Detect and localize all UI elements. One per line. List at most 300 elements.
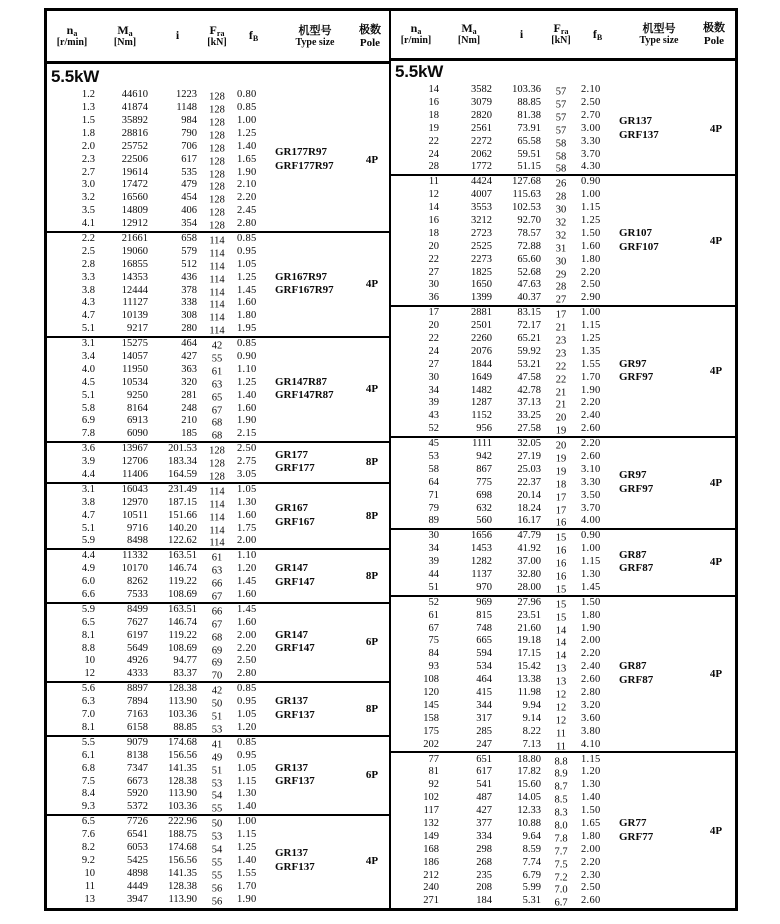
ma-value: 7726: [127, 816, 148, 828]
i-value: 231.49: [168, 483, 197, 495]
fra-value: 15: [555, 599, 567, 611]
i-value: 42.78: [517, 384, 541, 396]
pole-label: 4P: [365, 383, 379, 396]
na-value: 18: [428, 109, 439, 121]
table-row: [47, 855, 275, 868]
na-value: 16: [428, 214, 439, 226]
fra-value: 128: [209, 207, 225, 219]
fb-value: 2.00: [237, 629, 257, 641]
fb-value: 1.60: [581, 240, 601, 252]
spec-rows: [391, 597, 619, 752]
ma-value: 970: [476, 581, 492, 593]
fra-value: 68: [211, 632, 223, 644]
fb-value: 2.00: [581, 843, 601, 855]
header-type: [275, 24, 355, 49]
fb-value: 2.20: [237, 192, 257, 204]
na-value: 8.1: [81, 629, 95, 641]
header-type-unit: Type size: [295, 37, 335, 49]
i-value: 53.21: [517, 358, 541, 370]
header-type-unit: Type size: [639, 35, 679, 47]
na-value: 6.3: [81, 696, 95, 708]
fb-value: 1.30: [237, 496, 257, 508]
ma-value: 19060: [121, 245, 148, 257]
fra-value: 114: [209, 486, 225, 498]
na-value: 4.4: [81, 550, 95, 562]
na-value: 4.9: [81, 563, 95, 575]
ma-value: 7163: [127, 709, 148, 721]
type-size-line: GRF77: [619, 830, 654, 843]
fb-value: 2.30: [581, 869, 601, 881]
na-value: 4.0: [81, 363, 95, 375]
fb-value: 1.60: [237, 402, 257, 414]
i-value: 78.57: [517, 227, 541, 239]
pole-label: 4P: [709, 234, 723, 247]
fra-value: 21: [555, 387, 567, 399]
i-value: 10.88: [517, 817, 541, 829]
na-value: 3.6: [81, 443, 95, 455]
fb-value: 2.60: [581, 674, 601, 686]
fra-value: 15: [555, 612, 567, 624]
na-value: 10: [84, 655, 95, 667]
i-value: 163.51: [168, 550, 197, 562]
na-value: 6.1: [81, 749, 95, 761]
fra-value: 29: [555, 269, 567, 281]
na-value: 12: [428, 189, 439, 201]
table-row: [391, 333, 619, 346]
ma-value: 8164: [127, 402, 148, 414]
i-value: 25.03: [517, 463, 541, 475]
i-value: 512: [181, 258, 197, 270]
fra-value: 32: [555, 230, 567, 242]
na-value: 1.2: [81, 89, 95, 101]
na-value: 58: [428, 463, 439, 475]
ma-value: 235: [476, 869, 492, 881]
fb-value: 1.15: [581, 202, 601, 214]
header-ma-symbol: Ma: [117, 22, 133, 38]
fb-value: 1.15: [581, 556, 601, 568]
fra-value: 114: [209, 287, 225, 299]
table-row: [47, 128, 275, 141]
table-row: [47, 297, 275, 310]
table-row: [47, 141, 275, 154]
na-value: 5.5: [81, 736, 95, 748]
fb-value: 3.20: [581, 699, 601, 711]
ma-value: 651: [476, 753, 492, 765]
na-value: 75: [428, 635, 439, 647]
i-value: 8.22: [522, 725, 541, 737]
fb-value: 2.50: [581, 279, 601, 291]
na-value: 3.3: [81, 271, 95, 283]
table-row: [391, 410, 619, 423]
spec-block: [391, 595, 735, 752]
ma-value: 2501: [471, 320, 492, 332]
na-value: 11: [84, 880, 95, 892]
i-value: 7.13: [522, 738, 541, 750]
fb-value: 1.05: [237, 762, 257, 774]
i-value: 706: [181, 140, 197, 152]
fb-value: 1.05: [237, 709, 257, 721]
fra-value: 7.5: [554, 859, 568, 871]
table-row: [47, 284, 275, 297]
na-value: 52: [428, 596, 439, 608]
ma-value: 17472: [121, 179, 148, 191]
ma-value: 44610: [121, 89, 148, 101]
pole-label: 6P: [365, 636, 379, 649]
spec-rows: [47, 604, 275, 681]
table-row: [47, 880, 275, 893]
ma-value: 13967: [121, 443, 148, 455]
fb-value: 1.45: [237, 603, 257, 615]
i-value: 185: [181, 428, 197, 440]
header-na: [47, 24, 97, 49]
fb-value: 1.00: [581, 543, 601, 555]
ma-value: 6053: [127, 841, 148, 853]
pole-label: 4P: [709, 477, 723, 490]
pole-label: 8P: [365, 569, 379, 582]
na-value: 212: [423, 869, 439, 881]
ma-value: 7347: [127, 762, 148, 774]
ma-value: 8498: [127, 535, 148, 547]
na-value: 6.9: [81, 415, 95, 427]
spec-block: [47, 735, 389, 814]
fb-value: 3.80: [581, 725, 601, 737]
fb-value: 4.00: [581, 515, 601, 527]
table-row: [391, 320, 619, 333]
i-value: 141.35: [168, 867, 197, 879]
table-row: [391, 779, 619, 792]
fb-value: 1.25: [237, 841, 257, 853]
na-value: 9.2: [81, 854, 95, 866]
fb-value: 1.00: [581, 307, 601, 319]
na-value: 77: [428, 753, 439, 765]
header-na-unit: [r/min]: [56, 37, 88, 49]
table-row: [391, 202, 619, 215]
spec-rows: [391, 176, 619, 305]
ma-value: 25752: [121, 140, 148, 152]
ma-value: 14809: [121, 205, 148, 217]
fb-value: 1.60: [237, 297, 257, 309]
i-value: 18.24: [517, 502, 541, 514]
fra-value: 12: [555, 702, 567, 714]
ma-value: 487: [476, 792, 492, 804]
fb-value: 2.70: [581, 109, 601, 121]
type-size-label: [275, 737, 355, 814]
na-value: 6.8: [81, 762, 95, 774]
ma-value: 560: [476, 515, 492, 527]
table-row: [391, 882, 619, 895]
fra-value: 30: [555, 256, 567, 268]
fb-value: 2.15: [237, 428, 257, 440]
fra-value: 15: [555, 532, 567, 544]
na-value: 5.6: [81, 683, 95, 695]
table-row: [391, 661, 619, 674]
ma-value: 775: [476, 476, 492, 488]
ma-value: 11127: [122, 297, 148, 309]
fra-value: 69: [211, 645, 223, 657]
table-row: [47, 179, 275, 192]
fb-value: 1.40: [581, 792, 601, 804]
fra-value: 63: [211, 379, 223, 391]
fb-value: 2.20: [581, 397, 601, 409]
fra-value: 26: [555, 178, 567, 190]
ma-value: 247: [476, 738, 492, 750]
fb-value: 1.25: [237, 271, 257, 283]
ma-value: 334: [476, 830, 492, 842]
na-value: 2.0: [81, 140, 95, 152]
ma-value: 665: [476, 635, 492, 647]
pole-label: 8P: [365, 702, 379, 715]
ma-value: 2062: [471, 148, 492, 160]
type-size-label: [275, 550, 355, 602]
i-value: 37.13: [517, 397, 541, 409]
table-row: [47, 389, 275, 402]
na-value: 14: [428, 202, 439, 214]
type-size-label: [619, 597, 699, 752]
i-value: 92.70: [517, 214, 541, 226]
ma-value: 1137: [471, 569, 492, 581]
fb-value: 1.30: [581, 779, 601, 791]
table-row: [391, 490, 619, 503]
i-value: 113.90: [168, 893, 197, 905]
ma-value: 344: [476, 699, 492, 711]
table-body-right: [391, 84, 735, 908]
na-value: 175: [423, 725, 439, 737]
type-size-line: GRF147R87: [275, 389, 334, 402]
table-row: [47, 89, 275, 102]
header-fb: [232, 29, 275, 42]
na-value: 17: [428, 307, 439, 319]
ma-value: 9079: [127, 736, 148, 748]
fra-value: 31: [555, 243, 567, 255]
table-row: [47, 428, 275, 441]
na-value: 79: [428, 502, 439, 514]
table-row: [391, 161, 619, 174]
na-value: 45: [428, 438, 439, 450]
fra-value: 19: [555, 466, 567, 478]
fra-value: 53: [211, 831, 223, 843]
header-na-unit: [r/min]: [400, 35, 432, 47]
na-value: 36: [428, 292, 439, 304]
fb-value: 1.45: [581, 581, 601, 593]
table-row: [47, 655, 275, 668]
table-row: [47, 589, 275, 602]
ma-value: 8499: [127, 603, 148, 615]
fra-value: 11: [555, 741, 567, 753]
ma-value: 10534: [121, 376, 148, 388]
type-size-line: GRF107: [619, 240, 659, 253]
pole-label: 4P: [709, 123, 723, 135]
fb-value: 3.70: [581, 148, 601, 160]
na-value: 4.4: [81, 469, 95, 481]
i-value: 12.33: [517, 805, 541, 817]
spec-rows: [391, 438, 619, 528]
ma-value: 28816: [121, 127, 148, 139]
table-row: [391, 856, 619, 869]
fb-value: 1.20: [237, 563, 257, 575]
i-value: 308: [181, 310, 197, 322]
type-size-line: GRF87: [619, 673, 654, 686]
type-size-label: [619, 753, 699, 908]
na-value: 2.5: [81, 245, 95, 257]
ma-value: 10170: [121, 563, 148, 575]
i-value: 146.74: [168, 616, 197, 628]
ma-value: 16560: [121, 192, 148, 204]
i-value: 119.22: [168, 576, 197, 588]
fra-value: 14: [555, 637, 567, 649]
type-size-line: GR77: [619, 816, 647, 829]
na-value: 132: [423, 817, 439, 829]
i-value: 436: [181, 271, 197, 283]
fra-value: 66: [211, 578, 223, 590]
fra-value: 128: [209, 156, 225, 168]
fra-value: 42: [211, 340, 223, 352]
fb-value: 1.00: [237, 816, 257, 828]
table-row: [47, 415, 275, 428]
spec-block: [391, 436, 735, 528]
i-value: 32.80: [517, 569, 541, 581]
fra-value: 53: [211, 778, 223, 789]
type-size-line: GR147R87: [275, 375, 327, 388]
fra-value: 16: [555, 545, 567, 557]
ma-value: 6673: [127, 775, 148, 787]
fb-value: 1.75: [237, 522, 257, 534]
spec-block: [47, 548, 389, 602]
i-value: 187.15: [168, 496, 197, 508]
type-size-line: GRF167R97: [275, 284, 334, 297]
fb-value: 1.90: [237, 415, 257, 427]
spec-block: [391, 174, 735, 305]
i-value: 658: [181, 232, 197, 244]
fra-value: 23: [555, 348, 567, 360]
table-row: [391, 610, 619, 623]
table-row: [391, 451, 619, 464]
ma-value: 2881: [471, 307, 492, 319]
i-value: 338: [181, 297, 197, 309]
table-row: [391, 582, 619, 595]
i-value: 128.38: [168, 683, 197, 695]
ma-value: 3553: [471, 202, 492, 214]
spec-rows: [391, 307, 619, 436]
i-value: 113.90: [168, 788, 197, 800]
table-row: [391, 346, 619, 359]
fra-value: 7.0: [554, 884, 568, 896]
na-value: 84: [428, 648, 439, 660]
fb-value: 1.95: [237, 323, 257, 335]
table-row: [47, 801, 275, 814]
table-row: [47, 323, 275, 336]
table-row: [391, 176, 619, 189]
fra-value: 55: [211, 353, 223, 365]
fra-value: 128: [209, 181, 225, 193]
ma-value: 184: [476, 895, 492, 907]
table-row: [47, 497, 275, 510]
fb-value: 0.95: [237, 749, 257, 761]
fra-value: 128: [209, 130, 225, 142]
pole-label: 4P: [709, 365, 723, 378]
fb-value: 1.40: [237, 389, 257, 401]
ma-value: 1649: [471, 371, 492, 383]
i-value: 20.14: [517, 489, 541, 501]
table-row: [391, 253, 619, 266]
type-size-label: [275, 233, 355, 336]
na-value: 9.3: [81, 801, 95, 813]
spec-block: [47, 681, 389, 735]
type-size-line: GRF137: [619, 129, 659, 141]
na-value: 30: [428, 371, 439, 383]
na-value: 5.9: [81, 603, 95, 615]
type-size-label: [619, 307, 699, 436]
i-value: 16.17: [517, 515, 541, 527]
table-row: [47, 893, 275, 906]
i-value: 65.58: [517, 135, 541, 147]
na-value: 93: [428, 661, 439, 673]
i-value: 156.56: [168, 749, 197, 761]
ma-value: 748: [476, 622, 492, 634]
i-value: 32.05: [517, 438, 541, 450]
table-row: [47, 762, 275, 775]
ma-value: 6541: [127, 829, 148, 841]
pole-label: 4P: [709, 556, 723, 569]
header-type-symbol: 机型号: [642, 22, 676, 35]
fra-value: 23: [555, 335, 567, 347]
spec-block: [47, 336, 389, 441]
na-value: 24: [428, 345, 439, 357]
table-row: [47, 469, 275, 482]
ma-value: 268: [476, 856, 492, 868]
i-value: 163.51: [168, 603, 197, 615]
fb-value: 2.10: [237, 179, 257, 191]
i-value: 103.36: [168, 709, 197, 721]
table-row: [47, 402, 275, 415]
fra-value: 114: [209, 499, 225, 511]
na-value: 4.1: [81, 218, 95, 230]
i-value: 6.79: [522, 869, 541, 881]
fra-value: 114: [209, 312, 225, 324]
na-value: 8.1: [81, 721, 95, 733]
fb-value: 1.90: [237, 166, 257, 178]
table-row: [391, 292, 619, 305]
fra-value: 128: [209, 220, 225, 232]
table-row: [47, 696, 275, 709]
na-value: 51: [428, 581, 439, 593]
ma-value: 2525: [471, 240, 492, 252]
ma-value: 10511: [122, 509, 148, 521]
i-value: 579: [181, 245, 197, 257]
na-value: 14: [428, 84, 439, 96]
fra-value: 8.0: [554, 820, 568, 832]
fb-value: 1.80: [581, 253, 601, 265]
fra-value: 67: [211, 619, 223, 631]
fra-value: 8.3: [554, 807, 568, 819]
table-row: [47, 563, 275, 576]
na-value: 117: [423, 805, 439, 817]
ma-value: 3582: [471, 84, 492, 96]
i-value: 280: [181, 323, 197, 335]
i-value: 128.38: [168, 880, 197, 892]
fb-value: 1.25: [237, 127, 257, 139]
i-value: 790: [181, 127, 197, 139]
header-na: [391, 22, 441, 47]
fra-value: 21: [555, 322, 567, 334]
ma-value: 1650: [471, 279, 492, 291]
ma-value: 317: [476, 712, 492, 724]
type-size-line: GR177: [275, 448, 308, 461]
ma-value: 12706: [121, 456, 148, 468]
pole-label: 4P: [365, 855, 379, 868]
fra-value: 8.9: [554, 768, 568, 780]
ma-value: 5920: [127, 788, 148, 800]
header-i: [153, 29, 202, 42]
